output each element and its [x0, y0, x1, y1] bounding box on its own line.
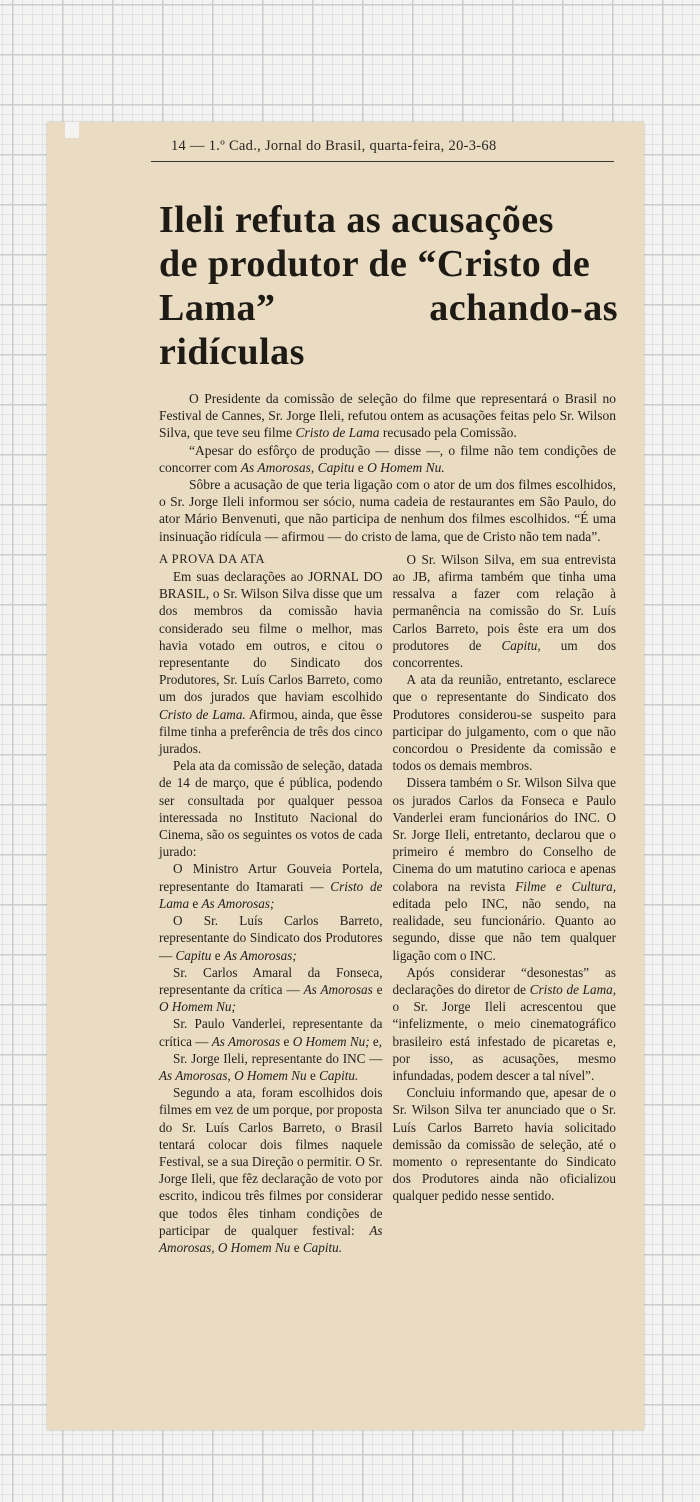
text: O Sr. Luís Carlos Barreto, representante do Sindicato dos Produtores —: [159, 913, 383, 963]
paragraph: [159, 568, 383, 757]
film-title: Cristo de Lama.: [159, 706, 246, 722]
headline: [159, 198, 618, 374]
text: O Presidente da comissão de seleção do filme que representará o Brasil no Festival de Cannes, Sr. Jorge Ileli, refutou ontem as acusações feitas pelo Sr. Wilson Silva, que teve seu filme: [159, 391, 616, 441]
text: e: [189, 895, 202, 911]
paragraph: [159, 1015, 383, 1049]
article-columns: [159, 551, 616, 1256]
paragraph: [393, 551, 617, 671]
lead-paragraph-1: [159, 390, 616, 442]
text: o Sr. Jorge Ileli acrescentou que “infelizmente, o meio cinematográfico brasileiro está infestado de picaretas e, por isso, as acusações, mesmo infundadas, podem descer a tal nível”.: [392, 999, 616, 1083]
paragraph: [159, 860, 383, 912]
film-title: As Amorosas, O Homem Nu: [159, 1067, 307, 1083]
film-title: As Amorosas, Capitu: [240, 459, 355, 475]
text: e,: [369, 1033, 383, 1049]
film-title: Capitu.: [302, 1239, 343, 1255]
page-header: 14 — 1.º Cad., Jornal do Brasil, quarta-feira, 20-3-68: [171, 138, 497, 154]
paragraph: [159, 964, 383, 1016]
film-title: Capitu.: [319, 1067, 359, 1083]
text: “Apesar do esfôrço de produção — disse —, o filme não tem condições de concorrer com: [159, 442, 616, 475]
text: Após considerar “desonestas” as declarações do diretor de: [392, 964, 616, 997]
headline-line-3: Lama” achando-as ridículas: [159, 287, 618, 373]
paragraph: [159, 1050, 383, 1084]
film-title: Cristo de Lama: [295, 425, 380, 441]
film-title: O Homem Nu;: [159, 999, 236, 1015]
text: Em suas declarações ao JORNAL DO BRASIL, o Sr. Wilson Silva disse que um dos membros da comissão havia considerado seu filme o melhor, mas havia votado em outros, e citou o representante do Sindicato dos Produtores, Sr. Luís Carlos Barreto, como um dos jurados que haviam escolhido: [159, 569, 383, 705]
film-title: Cristo de Lama,: [529, 981, 617, 997]
film-title: As Amorosas;: [201, 895, 275, 911]
paragraph: [159, 1084, 383, 1256]
text: e: [290, 1239, 303, 1255]
paragraph: Concluiu informando que, apesar de o Sr. Wilson Silva ter anunciado que o Sr. Luís Carlos Barreto havia solicitado demissão da comissão de seleção, até o momento o representante do Sindicato dos Produtores ainda não oficializou qualquer pedido nesse sentido.: [392, 1085, 616, 1204]
text: Dissera também o Sr. Wilson Silva que os jurados Carlos da Fonseca e Paulo Vanderlei eram funcionários do INC. O Sr. Jorge Ileli, entretanto, declarou que o primeiro é membro do Conselho de Cinema do um matutino carioca e apenas colabora na revista: [392, 775, 616, 894]
column-right: [393, 551, 617, 1256]
text: e: [280, 1033, 293, 1049]
film-title: As Amorosas, O Homem Nu: [159, 1222, 383, 1255]
film-title: As Amorosas: [303, 981, 373, 997]
text: e: [306, 1067, 320, 1083]
film-title: O Homem Nu.: [367, 459, 445, 475]
film-title: As Amorosas;: [223, 947, 297, 963]
column-left: [159, 551, 383, 1256]
text: Sr. Jorge Ileli, representante do INC —: [173, 1050, 383, 1066]
header-rule: [151, 161, 614, 162]
film-title: O Homem Nu;: [292, 1033, 370, 1049]
paragraph: A ata da reunião, entretanto, esclarece que o representante do Sindicato dos Produtores considerou-se suspeito para participar do julgamento, com o que não concordou o Presidente da comissão e todos os demais membros.: [392, 672, 616, 774]
magazine-title: Filme e Cultura,: [515, 878, 617, 894]
headline-line-1: Ileli refuta as acusações: [159, 199, 554, 241]
headline-line-2: de produtor de “Cristo de: [159, 243, 591, 285]
text: O Sr. Wilson Silva, em sua entrevista ao JB, afirma também que tinha uma ressalva a fazer com relação à permanência na comissão do Sr. Luís Carlos Barreto, pois êste era um dos produtores de: [392, 551, 616, 653]
text: Segundo a ata, foram escolhidos dois filmes em vez de um porque, por proposta do Sr. Luís Carlos Barreto, o Brasil tentará colocar dois filmes naquele Festival, se a sua Direção o permitir. O Sr. Jorge Ileli, que fêz declaração de voto por escrito, indicou três filmes por considerar que todos êles tinham condições de participar de qualquer festival:: [159, 1085, 383, 1238]
film-title: Capitu: [175, 947, 212, 963]
lead-paragraphs: [159, 390, 616, 545]
text: e: [354, 459, 368, 475]
film-title: Capitu,: [501, 637, 541, 653]
lead-paragraph-3: Sôbre a acusação de que teria ligação com o ator de um dos filmes escolhidos, o Sr. Jorge Ileli informou ser sócio, numa cadeia de restaurantes em São Paulo, do ator Mário Benvenuti, que não participa de nenhum dos filmes escolhidos. “É uma insinuação ridícula — afirmou — do cristo de lama, que de Cristo não tem nada”.: [159, 477, 616, 544]
text: e: [372, 981, 383, 997]
text: recusado pela Comissão.: [379, 425, 517, 441]
subheading: A PROVA DA ATA: [159, 551, 266, 566]
text: um dos concorrentes.: [392, 637, 616, 671]
paragraph: Pela ata da comissão de seleção, datada de 14 de março, que é pública, podendo ser consultada por qualquer pessoa interessada no Instituto Nacional do Cinema, são os seguintes os votos de cada jurado:: [159, 758, 383, 860]
paragraph: [393, 964, 617, 1084]
text: Afirmou, ainda, que êsse filme tinha a preferência de três dos cinco jurados.: [159, 706, 383, 757]
text: Sr. Paulo Vanderlei, representante da crítica —: [159, 1016, 383, 1049]
text: Sr. Carlos Amaral da Fonseca, representante da crítica —: [159, 964, 383, 997]
text: O Ministro Artur Gouveia Portela, representante do Itamarati —: [159, 861, 383, 894]
film-title: Cristo de Lama: [159, 878, 383, 911]
paragraph: [393, 774, 617, 963]
paragraph: [159, 912, 383, 964]
text: e: [211, 947, 224, 963]
text: editada pelo INC, não sendo, na realidade, seu funcionário. Quanto ao segundo, disse que não tem qualquer ligação com o INC.: [392, 895, 616, 963]
newspaper-clipping: [47, 122, 644, 1430]
lead-paragraph-2: [159, 442, 616, 476]
film-title: As Amorosas: [211, 1033, 281, 1049]
